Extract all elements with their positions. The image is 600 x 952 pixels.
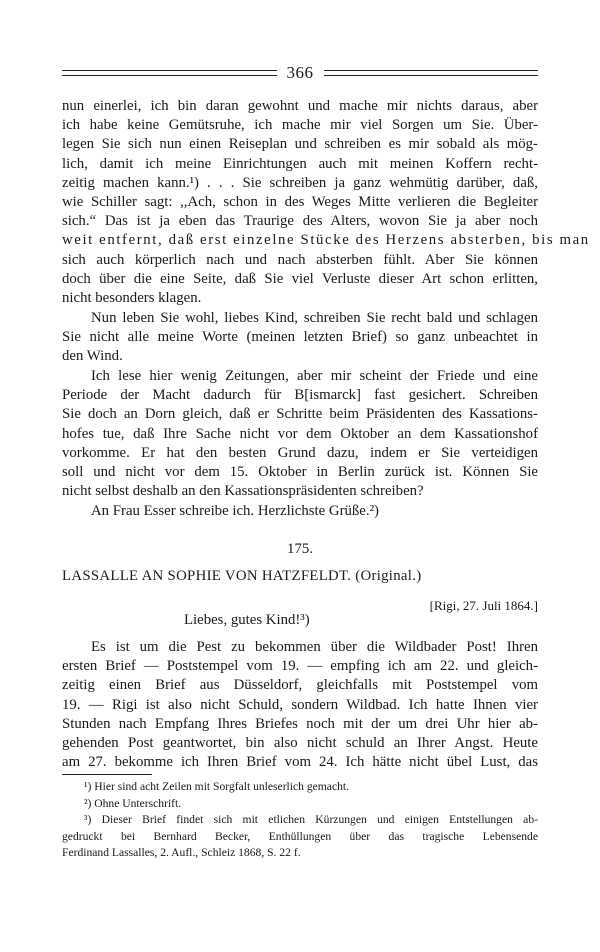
paragraph-politics xyxy=(62,367,538,501)
header-rule-right xyxy=(324,70,539,76)
text-line: Ich lese hier wenig Zeitungen, aber mir scheint der Friede und eine xyxy=(91,368,538,384)
letter-heading: LASSALLE AN SOPHIE VON HATZFELDT. (Original.) xyxy=(62,568,422,584)
text-line: zeitig machen kann.¹) . . . Sie schreiben ja ganz wehmütig darüber, daß, xyxy=(62,174,538,191)
footnote-rule xyxy=(62,774,152,775)
text-line: ersten Brief — Poststempel vom 19. — empfing ich am 22. und gleich- xyxy=(62,658,538,675)
text-line: ich habe keine Gemütsruhe, ich mache mir viel Sorgen um Sie. Über- xyxy=(62,117,538,134)
footnotes xyxy=(62,779,538,862)
paragraph-continuation xyxy=(62,97,590,308)
text-line: Stunden nach Empfang Ihres Briefes noch mit der um drei Uhr hier ab- xyxy=(62,715,538,732)
text-line: An Frau Esser schreibe ich. Herzlichste Grüße.²) xyxy=(91,503,379,519)
text-line: am 27. bekomme ich Ihren Brief vom 24. Ich hätte nicht übel Lust, das xyxy=(62,754,538,771)
paragraph-greeting xyxy=(62,502,538,521)
text-line: nicht selbst deshalb an den Kassationspräsidenten schreiben? xyxy=(62,483,424,500)
text-line: Periode der Macht dadurch für B[ismarck] fast gesichert. Schreiben xyxy=(62,387,538,404)
text-line: weit entfernt, daß erst einzelne Stücke des Herzens absterben, bis man xyxy=(62,232,590,249)
page-number: 366 xyxy=(286,63,314,82)
page-header xyxy=(62,60,538,86)
text-line: Sie nicht alle meine Worte (meinen letzten Brief) so ganz unbeachtet in xyxy=(62,329,538,346)
text-line: doch über die eine Seite, daß Sie viel Verluste dieser Art schon erlitten, xyxy=(62,270,538,287)
header-rule-left xyxy=(62,70,277,76)
letter-salutation: Liebes, gutes Kind!³) xyxy=(184,612,310,628)
letter-place-date: [Rigi, 27. Juli 1864.] xyxy=(429,598,538,613)
text-line: sich.“ Das ist ja eben das Traurige des Alters, wovon Sie ja aber noch xyxy=(62,213,538,230)
text-line: Sie doch an Dorn gleich, daß er Schritte beim Präsidenten des Kassations- xyxy=(62,406,538,423)
footnote: gedruckt bei Bernhard Becker, Enthüllungen über das tragische Lebensende xyxy=(62,829,538,843)
text-line: gehenden Post geantwortet, bin also nicht schuld an Ihrer Angst. Heute xyxy=(62,735,538,752)
text-line: 19. — Rigi ist also nicht Schuld, sondern Wildbad. Ich hatte Ihnen vier xyxy=(62,696,538,713)
text-line: zeitig einen Brief aus Düsseldorf, gleichfalls mit Poststempel vom xyxy=(62,677,538,694)
text-line: legen Sie sich nun einen Reiseplan und schreiben es mir sobald als mög- xyxy=(62,136,538,153)
text-line: den Wind. xyxy=(62,348,123,365)
text-line: nun einerlei, ich bin daran gewohnt und mache mir nichts daraus, aber xyxy=(62,98,538,114)
footnote: ²) Ohne Unterschrift. xyxy=(84,796,182,810)
text-line: Nun leben Sie wohl, liebes Kind, schreiben Sie recht bald und schlagen xyxy=(91,310,538,326)
letter-body xyxy=(62,638,538,772)
text-line: nicht besonders klagen. xyxy=(62,290,202,307)
footnote: ³) Dieser Brief findet sich mit etlichen Kürzungen und einigen Entstellungen ab- xyxy=(84,813,538,826)
text-line: hofes tue, daß Ihre Sache nicht vor dem Oktober an dem Kassationshof xyxy=(62,425,538,442)
text-line: vorkomme. Er hat den besten Grund dazu, indem er Sie verteidigen xyxy=(62,444,538,461)
footnote: ¹) Hier sind acht Zeilen mit Sorgfalt unleserlich gemacht. xyxy=(84,780,350,793)
text-line: soll und nicht vor dem 15. Oktober in Berlin zurück ist. Können Sie xyxy=(62,464,538,481)
text-line: Es ist um die Pest zu bekommen über die Wildbader Post! Ihren xyxy=(91,639,538,655)
text-line: sich auch körperlich nach und nach absterben fühlt. Aber Sie können xyxy=(62,251,538,268)
letter-number: 175. xyxy=(287,541,313,557)
footnote: Ferdinand Lassalles, 2. Aufl., Schleiz 1868, S. 22 f. xyxy=(62,846,301,859)
text-line: lich, damit ich meine Einrichtungen auch mit meinen Koffern recht- xyxy=(62,155,538,172)
text-line: wie Schiller sagt: ,,Ach, schon in des Weges Mitte verlieren die Begleiter xyxy=(62,194,538,211)
paragraph-farewell xyxy=(62,309,538,367)
